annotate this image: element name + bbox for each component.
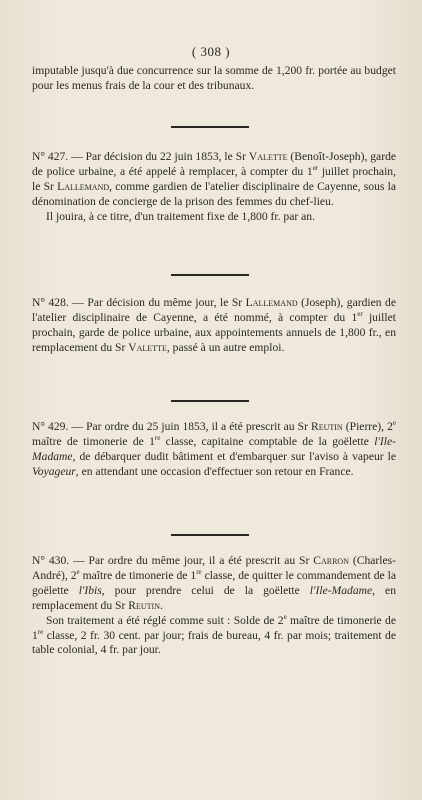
entry-429-text: N° 429. — Par ordre du 25 juin 1853, il a été prescrit au Sr Reutin (Pierre), 2e maître de timonerie de 1re classe, capitaine comptable de la goëlette l'Ile-Madame, de débarquer dudit bâtiment et d'embarquer sur l'aviso à vapeur le Voyageur, en attendant une occasion d'effectuer son retour en France. [32,419,397,478]
entry-427 [32,150,396,225]
continuation-block [32,64,396,94]
entry-427-text: N° 427. — Par décision du 22 juin 1853, le Sr Valette (Benoît-Joseph), garde de police urbaine, a été appelé à remplacer, à compter du 1er juillet prochain, le Sr Lallemand, comme gardien de l'atelier disciplinaire de Cayenne, sous la dénomination de concierge de la prison des femmes du chef-lieu. [32,150,397,208]
entry-428-text: N° 428. — Par décision du même jour, le Sr Lallemand (Joseph), gardien de l'atelier disciplinaire de Cayenne, a été nommé, à compter du 1er juillet prochain, garde de police urbaine, aux appointements annuels de 1,800 fr., en remplacement du Sr Valette, passé à un autre emploi. [32,296,396,354]
entry-428 [32,296,396,356]
entry-429 [32,420,396,480]
section-rule [171,534,249,536]
page-number: ( 308 ) [191,44,231,59]
entry-427-salary: Il jouira, à ce titre, d'un traitement fixe de 1,800 fr. par an. [46,209,315,223]
entry-430 [32,554,396,658]
entry-430-pay: Son traitement a été réglé comme suit : Solde de 2e maître de timonerie de 1re classe, 2 fr. 30 cent. par jour; frais de bureau, 4 fr. par mois; traitement de table colonial, 4 fr. par jour. [32,612,396,657]
section-rule [171,274,249,276]
continuation-text: imputable jusqu'à due concurrence sur la somme de 1,200 fr. portée au budget pour les menus frais de la cour et des tribunaux. [32,64,396,92]
section-rule [171,400,249,402]
section-rule [171,126,249,128]
entry-430-text: N° 430. — Par ordre du même jour, il a été prescrit au Sr Carron (Charles-André), 2e maître de timonerie de 1re classe, de quitter le commandement de la goëlette l'Ibis, pour prendre celui de la goëlette l'Ile-Madame, en remplacement du Sr Reutin. [32,554,397,612]
